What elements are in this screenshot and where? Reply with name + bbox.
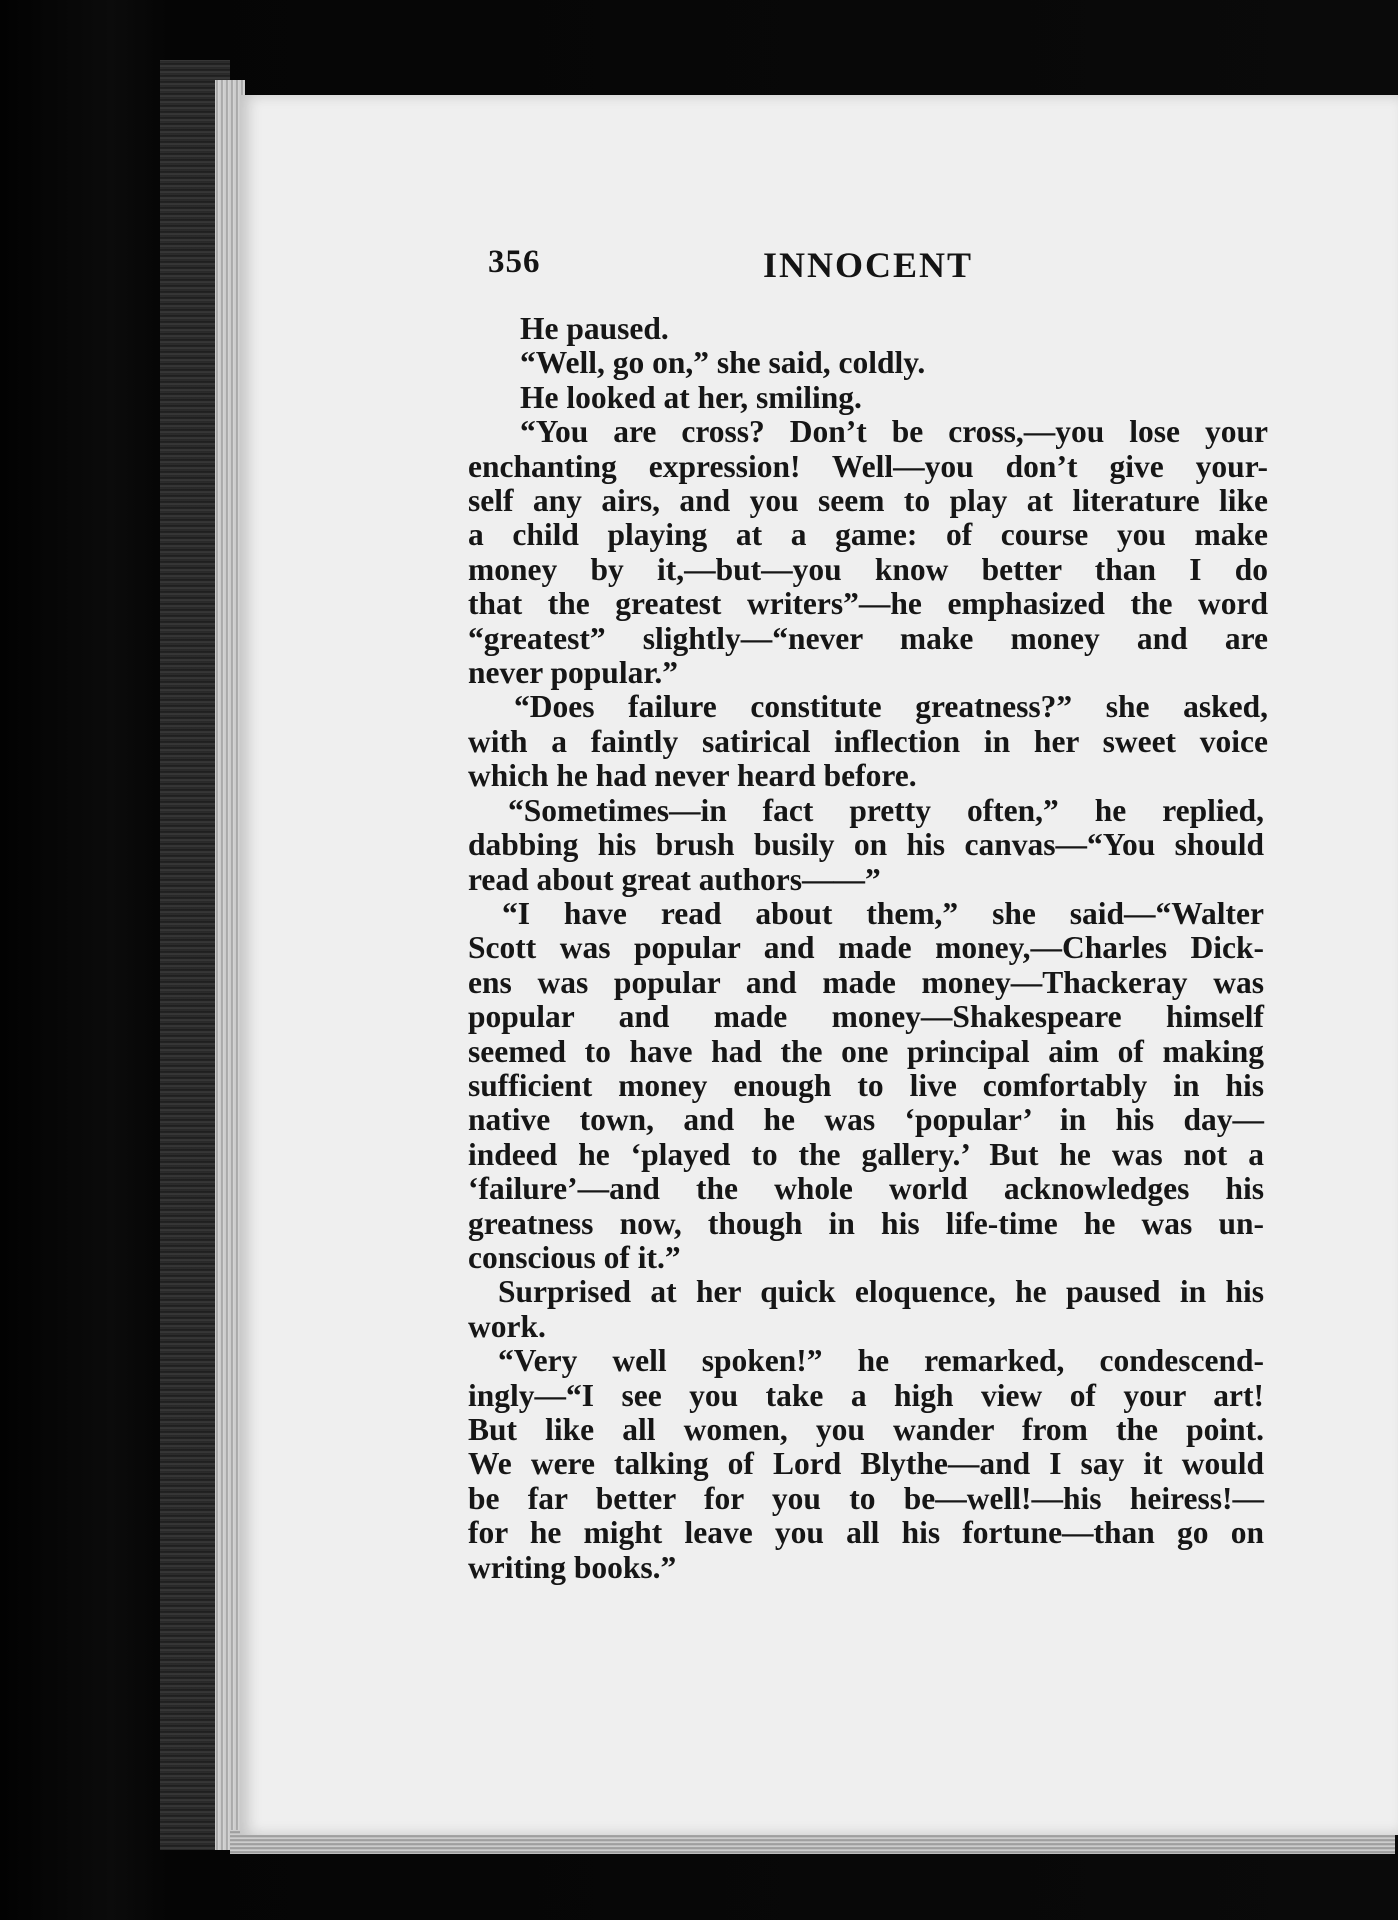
text-line: ‘failure’—and the whole world acknowledges his [468,1171,1264,1207]
text-line: “Very well spoken!” he remarked, condescend- [498,1343,1264,1379]
text-line: that the greatest writers”—he emphasized the word [468,586,1268,622]
text-line: dabbing his brush busily on his canvas—“You should [468,827,1264,863]
text-line: never popular.” [468,655,679,691]
text-line: indeed he ‘played to the gallery.’ But he was not a [468,1136,1264,1172]
text-line: “greatest” slightly—“never make money and are [468,620,1268,656]
text-line: Surprised at her quick eloquence, he paused in his [498,1274,1264,1310]
page-header [488,244,1003,294]
text-line: read about great authors——” [468,861,881,897]
text-line: sufficient money enough to live comfortably in his [468,1067,1264,1103]
text-line: “I have read about them,” she said—“Walter [502,895,1264,931]
text-line: writing books.” [468,1549,677,1585]
text-line: greatness now, though in his life-time he was un- [468,1205,1264,1241]
text-line: native town, and he was ‘popular’ in his day— [468,1102,1264,1138]
text-line: which he had never heard before. [468,758,917,794]
text-line: enchanting expression! Well—you don’t give your- [468,448,1268,484]
text-line: But like all women, you wander from the point. [468,1412,1264,1447]
body-text [468,312,1268,1585]
text-line: a child playing at a game: of course you make [468,517,1268,553]
text-line: “Well, go on,” she said, coldly. [520,345,926,381]
text-line: seemed to have had the one principal aim of making [468,1033,1264,1069]
text-line: We were talking of Lord Blythe—and I say it would [468,1446,1264,1482]
text-line: Scott was popular and made money,—Charles Dick- [468,930,1264,966]
text-line: “You are cross? Don’t be cross,—you lose your [520,414,1268,450]
text-line: work. [468,1308,546,1344]
text-line: conscious of it.” [468,1239,681,1275]
text-line: with a faintly satirical inflection in her sweet voice [468,723,1268,759]
text-line: He paused. [520,311,669,346]
text-line: ens was popular and made money—Thackeray was [468,964,1264,1000]
page-number: 356 [488,244,541,280]
text-line: be far better for you to be—well!—his heiress!— [468,1480,1264,1516]
text-line: self any airs, and you seem to play at literature like [468,483,1268,519]
text-line: money by it,—but—you know better than I do [468,551,1268,587]
running-title: INNOCENT [763,245,974,285]
text-line: for he might leave you all his fortune—than go on [468,1515,1264,1551]
text-line: “Does failure constitute greatness?” she asked, [514,689,1268,725]
text-line: ingly—“I see you take a high view of your art! [468,1377,1264,1413]
text-line: “Sometimes—in fact pretty often,” he replied, [508,792,1264,828]
text-line: popular and made money—Shakespeare himself [468,999,1264,1035]
text-line: He looked at her, smiling. [520,379,862,415]
